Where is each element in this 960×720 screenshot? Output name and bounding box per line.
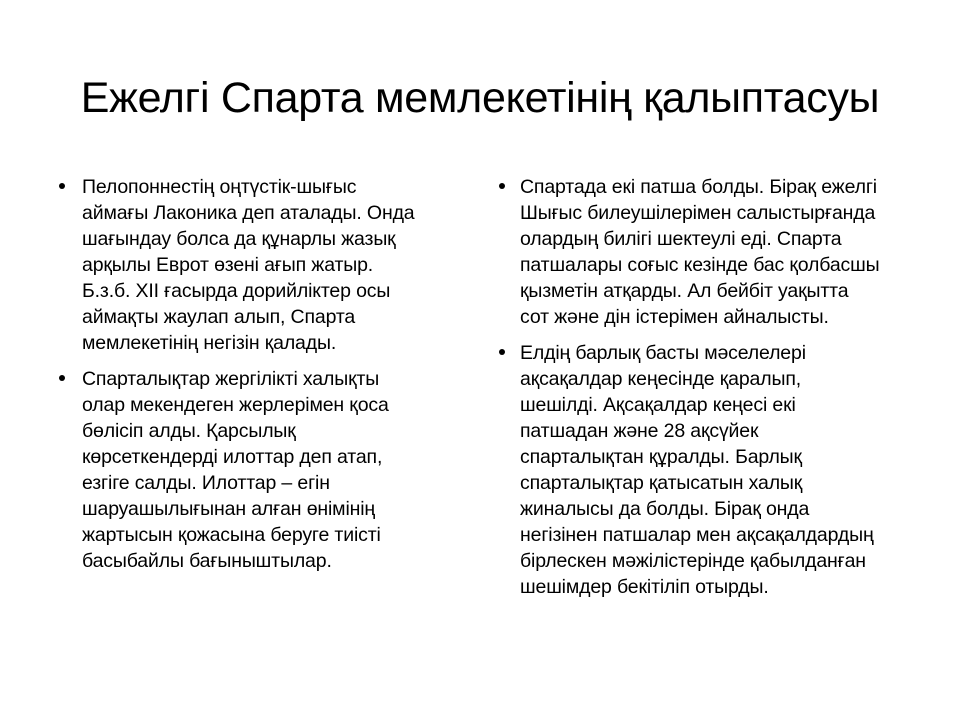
- text-line: Шығыс билеушілерімен салыстырғанда: [520, 202, 876, 224]
- text-line: қызметін атқарды. Ал бейбіт уақытта: [520, 280, 849, 302]
- text-line: көрсеткендерді илоттар деп атап,: [82, 446, 383, 468]
- text-line: Елдің барлық басты мәселелері: [520, 342, 806, 364]
- text-line: арқылы Еврот өзені ағып жатыр.: [82, 254, 374, 276]
- bullet-item-council: [496, 340, 916, 600]
- right-column: [496, 174, 916, 610]
- bullet-icon: [59, 375, 65, 381]
- text-line: патшадан және 28 ақсүйек: [520, 420, 759, 442]
- text-line: шешілді. Ақсақалдар кеңесі екі: [520, 394, 796, 416]
- text-line: шешімдер бекітіліп отырды.: [520, 576, 769, 598]
- text-line: ақсақалдар кеңесінде қаралып,: [520, 368, 801, 390]
- text-line: олардың билігі шектеулі еді. Спарта: [520, 228, 842, 250]
- text-line: шағындау болса да құнарлы жазық: [82, 228, 396, 250]
- text-line: мемлекетінің негізін қалады.: [82, 332, 337, 354]
- text-line: олар мекендеген жерлерімен қоса: [82, 394, 389, 416]
- text-line: шаруашылығынан алған өнімінің: [82, 498, 376, 520]
- bullet-icon: [499, 183, 505, 189]
- text-line: жартысын қожасына беруге тиісті: [82, 524, 381, 546]
- text-line: аймақты жаулап алып, Спарта: [82, 306, 356, 328]
- text-line: бөлісіп алды. Қарсылық: [82, 420, 296, 442]
- text-line: бірлескен мәжілістерінде қабылданған: [520, 550, 866, 572]
- text-line: Пелопоннестің оңтүстік-шығыс: [82, 176, 357, 198]
- bullet-item-laconica: [56, 174, 446, 356]
- bullet-icon: [59, 183, 65, 189]
- left-column: [56, 174, 446, 584]
- bullet-item-helots: [56, 366, 446, 574]
- text-line: Б.з.б. XII ғасырда дорийліктер осы: [82, 280, 391, 302]
- text-line: патшалары соғыс кезінде бас қолбасшы: [520, 254, 880, 276]
- bullet-icon: [499, 349, 505, 355]
- text-line: сот және дін істерімен айналысты.: [520, 306, 829, 328]
- text-line: спарталықтан құралды. Барлық: [520, 446, 802, 468]
- bullet-item-kings: [496, 174, 916, 330]
- text-line: басыбайлы бағыныштылар.: [82, 550, 332, 572]
- text-line: негізінен патшалар мен ақсақалдардың: [520, 524, 874, 546]
- text-line: езгіге салды. Илоттар – егін: [82, 472, 330, 494]
- text-line: жиналысы да болды. Бірақ онда: [520, 498, 810, 520]
- text-line: спарталықтар қатысатын халық: [520, 472, 803, 494]
- text-line: аймағы Лаконика деп аталады. Онда: [82, 202, 415, 224]
- slide-title: Ежелгі Спарта мемлекетінің қалыптасуы: [80, 74, 880, 122]
- text-line: Спартада екі патша болды. Бірақ ежелгі: [520, 176, 877, 198]
- text-line: Спарталықтар жергілікті халықты: [82, 368, 380, 390]
